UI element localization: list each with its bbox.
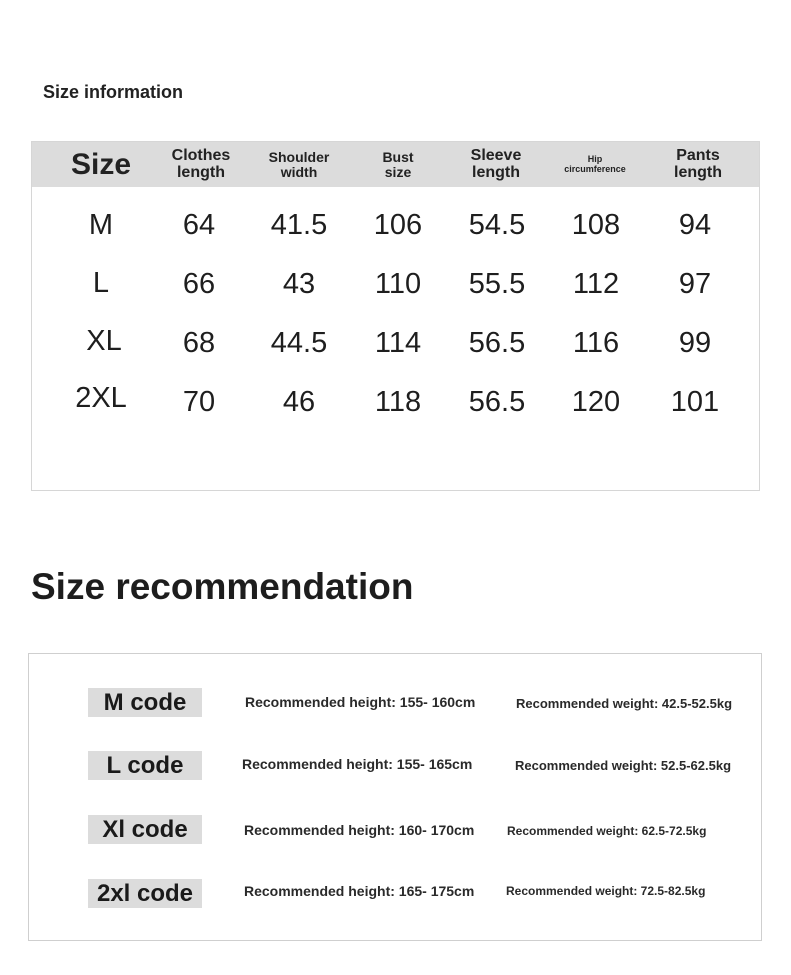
table-cell-hip-circumference: 120	[571, 386, 621, 418]
recommended-weight-2xl: Recommended weight: 72.5-82.5kg	[506, 884, 706, 898]
table-cell-hip-circumference: 116	[572, 327, 620, 359]
recommended-height-2xl: Recommended height: 165- 175cm	[244, 883, 475, 899]
recommended-weight-xl: Recommended weight: 62.5-72.5kg	[507, 824, 707, 838]
table-cell-bust-size: 106	[373, 209, 423, 241]
recommended-weight-m: Recommended weight: 42.5-52.5kg	[516, 696, 733, 711]
table-cell-pants-length: 99	[678, 327, 712, 359]
table-cell-shoulder-width: 46	[282, 386, 316, 418]
table-header	[32, 142, 759, 187]
header-pants-length-line2: length	[674, 163, 722, 181]
header-clothes-length-line1: Clothes	[171, 146, 231, 164]
size-recommendation-box	[28, 653, 762, 941]
table-cell-sleeve-length: 55.5	[468, 268, 526, 300]
header-pants-length	[648, 142, 748, 187]
code-badge-l: L code	[88, 751, 202, 780]
table-cell-sleeve-length: 54.5	[468, 209, 526, 241]
header-shoulder-width-line2: width	[280, 163, 318, 180]
header-shoulder-width-line1: Shoulder	[268, 148, 330, 165]
header-sleeve-length	[446, 142, 546, 187]
table-cell-shoulder-width: 44.5	[270, 327, 328, 359]
header-shoulder-width	[249, 142, 349, 187]
code-badge-m: M code	[88, 688, 202, 717]
recommended-height-xl: Recommended height: 160- 170cm	[244, 822, 475, 838]
header-bust-size-line1: Bust	[382, 148, 414, 165]
header-pants-length-line1: Pants	[676, 146, 720, 164]
header-hip-circumference	[545, 142, 645, 187]
header-bust-size-line2: size	[384, 163, 412, 180]
header-clothes-length	[151, 142, 251, 187]
table-cell-pants-length: 101	[670, 386, 720, 418]
size-information-title: Size information	[43, 82, 184, 102]
table-cell-hip-circumference: 112	[572, 268, 620, 300]
table-cell-clothes-length: 66	[182, 268, 216, 300]
table-cell-size: XL	[86, 325, 122, 357]
table-cell-size: 2XL	[75, 382, 127, 414]
header-sleeve-length-line1: Sleeve	[470, 146, 522, 164]
recommended-weight-l: Recommended weight: 52.5-62.5kg	[515, 758, 732, 773]
header-bust-size	[348, 142, 448, 187]
table-cell-bust-size: 110	[374, 268, 422, 300]
table-cell-sleeve-length: 56.5	[468, 386, 526, 418]
table-cell-sleeve-length: 56.5	[468, 327, 526, 359]
size-recommendation-title: Size recommendation	[31, 566, 414, 607]
header-clothes-length-line2: length	[176, 163, 225, 181]
header-size-line: Size	[70, 147, 132, 181]
table-cell-shoulder-width: 43	[282, 268, 316, 300]
recommended-height-m: Recommended height: 155- 160cm	[245, 694, 476, 710]
size-table	[31, 141, 760, 491]
table-cell-hip-circumference: 108	[571, 209, 621, 241]
table-cell-bust-size: 114	[374, 327, 422, 359]
table-cell-pants-length: 94	[678, 209, 712, 241]
header-hip-circumference-line1: Hip	[587, 154, 603, 165]
table-cell-bust-size: 118	[374, 386, 422, 418]
table-cell-shoulder-width: 41.5	[270, 209, 328, 241]
table-cell-clothes-length: 64	[182, 209, 216, 241]
code-badge-2xl: 2xl code	[88, 879, 202, 908]
table-cell-size: M	[88, 209, 114, 241]
header-size	[51, 142, 151, 187]
table-cell-clothes-length: 70	[182, 386, 216, 418]
table-cell-pants-length: 97	[678, 268, 712, 300]
table-cell-size: L	[92, 267, 110, 299]
header-sleeve-length-line2: length	[472, 163, 520, 181]
recommended-height-l: Recommended height: 155- 165cm	[242, 756, 473, 772]
header-hip-circumference-line2: circumference	[564, 163, 626, 174]
table-cell-clothes-length: 68	[182, 327, 216, 359]
code-badge-xl: Xl code	[88, 815, 202, 844]
